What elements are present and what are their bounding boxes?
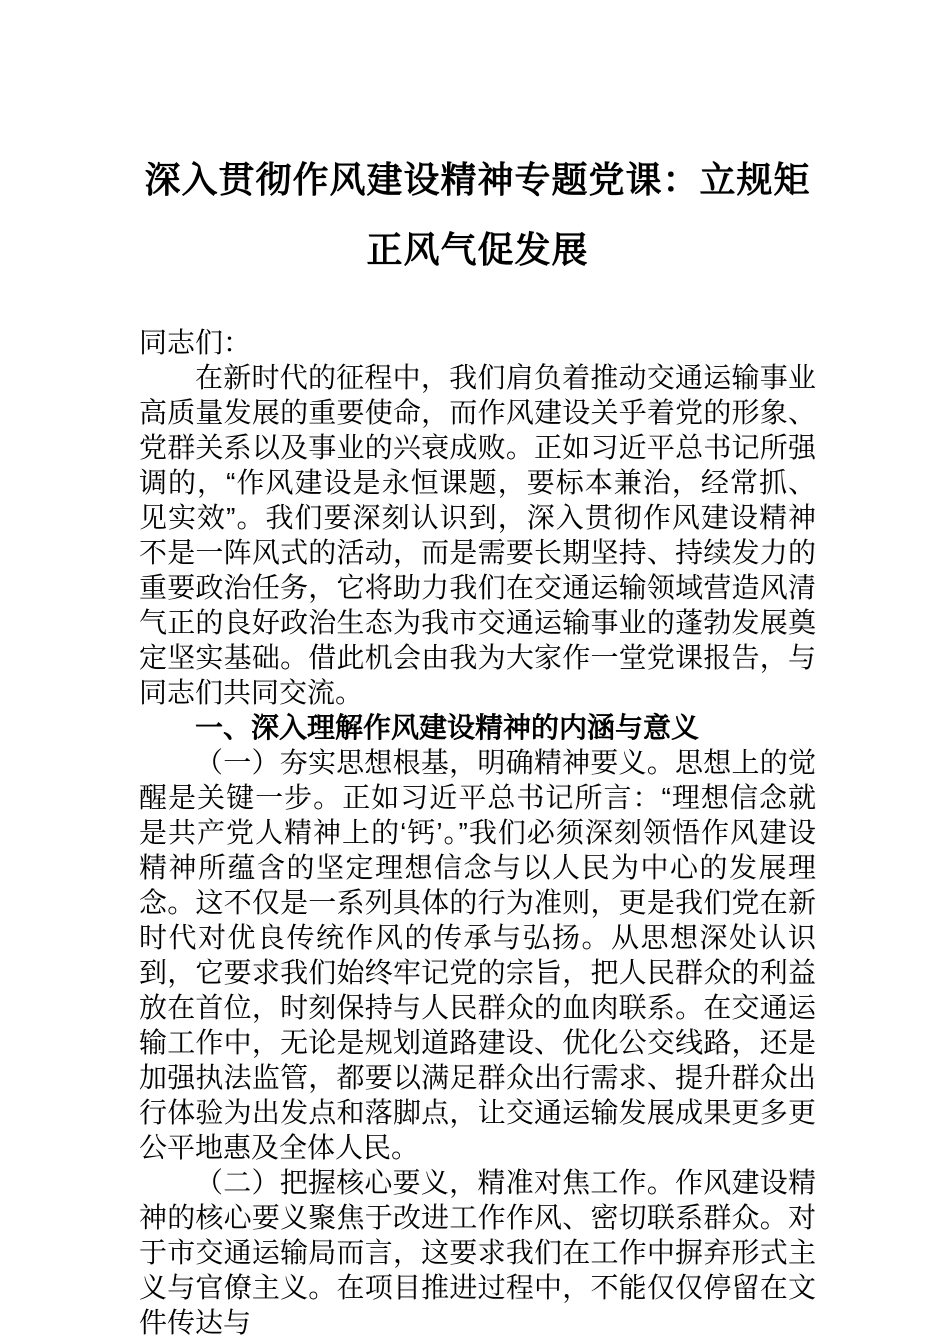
document-title: 深入贯彻作风建设精神专题党课：立规矩正风气促发展 (144, 159, 811, 270)
paragraph-sub-1: （一）夯实思想根基，明确精神要义。思想上的觉醒是关键一步。正如习近平总书记所言：“理想信念就是共产党人精神上的‘钙’。”我们必须深刻领悟作风建设精神所蕴含的坚定理想信念与以人民为中心的发展理念。这不仅是一系列具体的行为准则，更是我们党在新时代对优良传统作风的传承与弘扬。从思想深处认识到，它要求我们始终牢记党的宗旨，把人民群众的利益放在首位，时刻保持与人民群众的血肉联系。在交通运输工作中，无论是规划道路建设、优化公交线路，还是加强执法监管，都要以满足群众出行需求、提升群众出行体验为出发点和落脚点，让交通运输发展成果更多更公平地惠及全体人民。 (139, 747, 816, 1163)
section-heading-1: 一、深入理解作风建设精神的内涵与意义 (195, 712, 700, 743)
paragraph-sub-2: （二）把握核心要义，精准对焦工作。作风建设精神的核心要义聚焦于改进工作作风、密切联系群众。对于市交通运输局而言，这要求我们在工作中摒弃形式主义与官僚主义。在项目推进过程中，不能仅仅停留在文件传达与 (139, 1167, 816, 1338)
paragraph-intro: 在新时代的征程中，我们肩负着推动交通运输事业高质量发展的重要使命，而作风建设关乎着党的形象、党群关系以及事业的兴衰成败。正如习近平总书记所强调的，“作风建设是永恒课题，要标本兼治，经常抓、见实效”。我们要深刻认识到，深入贯彻作风建设精神不是一阵风式的活动，而是需要长期坚持、持续发力的重要政治任务，它将助力我们在交通运输领域营造风清气正的良好政治生态为我市交通运输事业的蓬勃发展奠定坚实基础。借此机会由我为大家作一堂党课报告，与同志们共同交流。 (139, 362, 816, 708)
document-body (139, 325, 816, 1340)
salutation-line: 同志们： (139, 327, 252, 358)
